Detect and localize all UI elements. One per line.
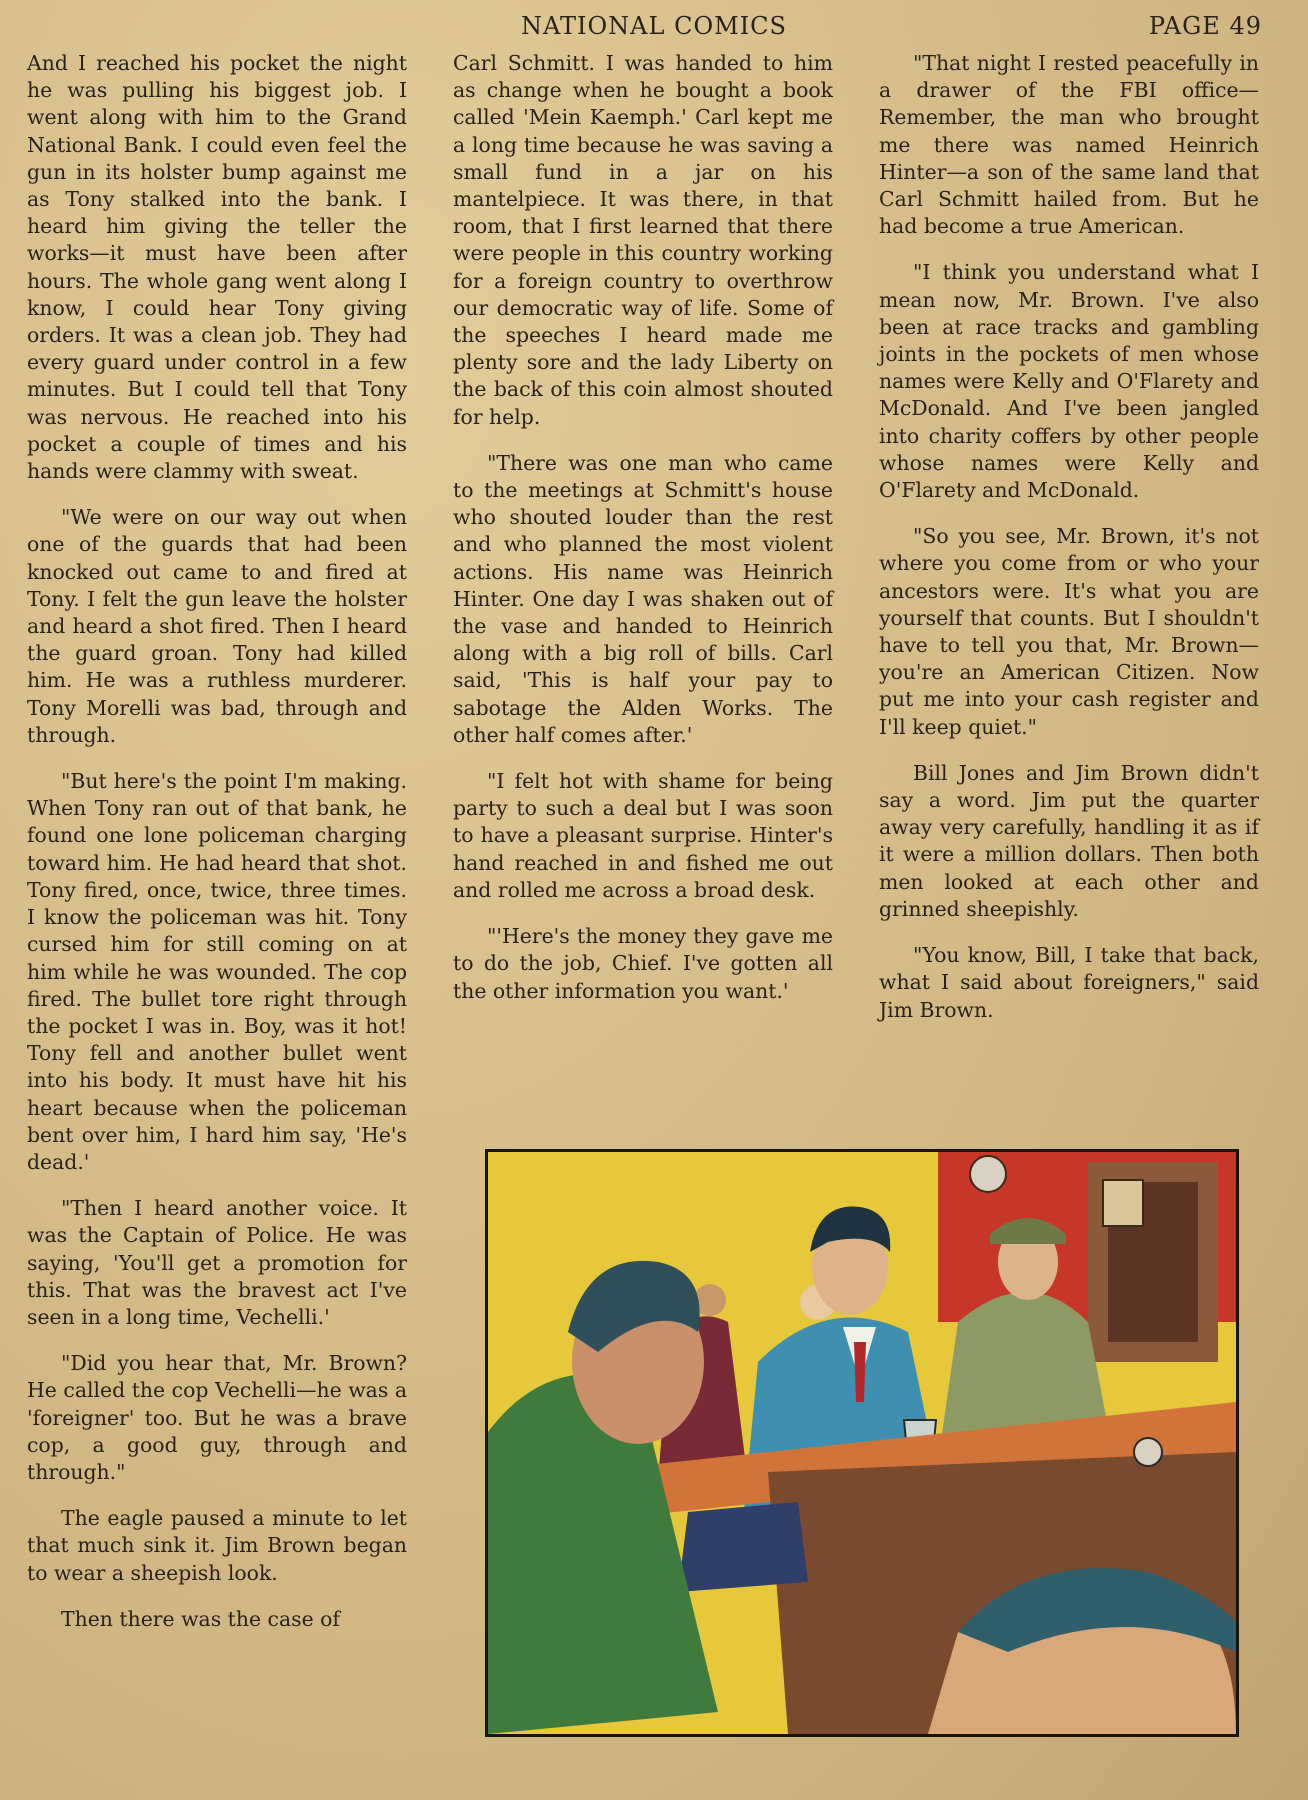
paragraph: "Then I heard another voice. It was the Captain of Police. He was saying, 'You'll get a promotion for this. That was the bravest act I've seen in a long time, Vechelli.' <box>27 1196 407 1329</box>
wall-clock <box>970 1156 1006 1192</box>
wall-picture <box>1103 1180 1143 1226</box>
text-column-1 <box>27 50 407 1652</box>
paragraph: "There was one man who came to the meetings at Schmitt's house who shouted louder than the rest and who planned the most violent actions. His name was Heinrich Hinter. One day I was shaken out of the vase and handed to Heinrich along with a big roll of bills. Carl said, 'This is half your pay to sabotage the Alden Works. The other half comes after.' <box>453 450 833 747</box>
paragraph: Then there was the case of <box>61 1606 340 1631</box>
paragraph: "We were on our way out when one of the guards that had been knocked out came to and fired at Tony. I felt the gun leave the holster and heard a shot fired. Then I heard the guard groan. Tony had killed him. He was a ruthless murderer. Tony Morelli was bad, through and through. <box>27 505 407 747</box>
bar-stool <box>678 1502 808 1592</box>
paragraph: "That night I rested peacefully in a drawer of the FBI office—Remember, the man who brought me there was named Heinrich Hinter—a son of the same land that Carl Schmitt hailed from. But he had become a true American. <box>879 51 1259 239</box>
paragraph: "I felt hot with shame for being party to such a deal but I was soon to have a pleasant surprise. Hinter's hand reached in and fished me out and rolled me across a broad desk. <box>453 769 833 902</box>
paragraph: Carl Schmitt. I was handed to him as change when he bought a book called 'Mein Kaemph.' Carl kept me a long time because he was saving a small fund in a jar on his mantelpiece. It was there, in that room, that I first learned that there were people in this country working for a foreign country to overthrow our democratic way of life. Some of the speeches I heard made me plenty sore and the lady Liberty on the back of this coin almost shouted for help. <box>453 51 833 429</box>
paragraph: "I think you understand what I mean now, Mr. Brown. I've also been at race tracks and gambling joints in the pockets of men whose names were Kelly and O'Flarety and McDonald. And I've been jangled into charity coffers by other people whose names were Kelly and O'Flarety and McDonald. <box>879 260 1259 503</box>
page-header <box>0 10 1308 46</box>
paragraph: "So you see, Mr. Brown, it's not where you come from or who your ancestors were. It's what you are yourself that counts. But I shouldn't have to tell you that, Mr. Brown—you're an American Citizen. Now put me into your cash register and I'll keep quiet." <box>879 524 1259 739</box>
red-tie <box>854 1342 866 1402</box>
paragraph: "Did you hear that, Mr. Brown? He called the cop Vechelli—he was a 'foreigner' too. But he was a brave cop, a good guy, through and through." <box>27 1351 407 1484</box>
text-column-3 <box>879 50 1259 1043</box>
paragraph: Bill Jones and Jim Brown didn't say a word. Jim put the quarter away very carefully, handling it as if it were a million dollars. Then both men looked at each other and grinned sheepishly. <box>879 760 1259 921</box>
paragraph: "'Here's the money they gave me to do the job, Chief. I've gotten all the other information you want.' <box>453 924 833 1003</box>
paragraph: The eagle paused a minute to let that much sink it. Jim Brown began to wear a sheepish look. <box>27 1506 407 1585</box>
page-number: PAGE 49 <box>1148 12 1262 40</box>
comic-illustration-panel <box>485 1149 1239 1737</box>
ashtray <box>1134 1438 1162 1466</box>
paragraph: "You know, Bill, I take that back, what I said about foreigners," said Jim Brown. <box>879 943 1259 1022</box>
magazine-title: NATIONAL COMICS <box>521 12 787 40</box>
text-column-2 <box>453 50 833 1024</box>
paragraph: "But here's the point I'm making. When Tony ran out of that bank, he found one lone policeman charging toward him. He had heard that shot. Tony fired, once, twice, three times. I know the policeman was hit. Tony cursed him for still coming on at him while he was wounded. The cop fired. The bullet tore right through the pocket I was in. Boy, was it hot! Tony fell and another bullet went into his body. It must have hit his heart because when the policeman bent over him, I hard him say, 'He's dead.' <box>27 769 407 1174</box>
paragraph: And I reached his pocket the night he was pulling his biggest job. I went along with him to the Grand National Bank. I could even feel the gun in its holster bump against me as Tony stalked into the bank. I heard him giving the teller the works—it must have been after hours. The whole gang went along I know, I could hear Tony giving orders. It was a clean job. They had every guard under control in a few minutes. But I could tell that Tony was nervous. He reached into his pocket a couple of times and his hands were clammy with sweat. <box>27 51 407 484</box>
bar-scene-illustration <box>488 1152 1236 1734</box>
